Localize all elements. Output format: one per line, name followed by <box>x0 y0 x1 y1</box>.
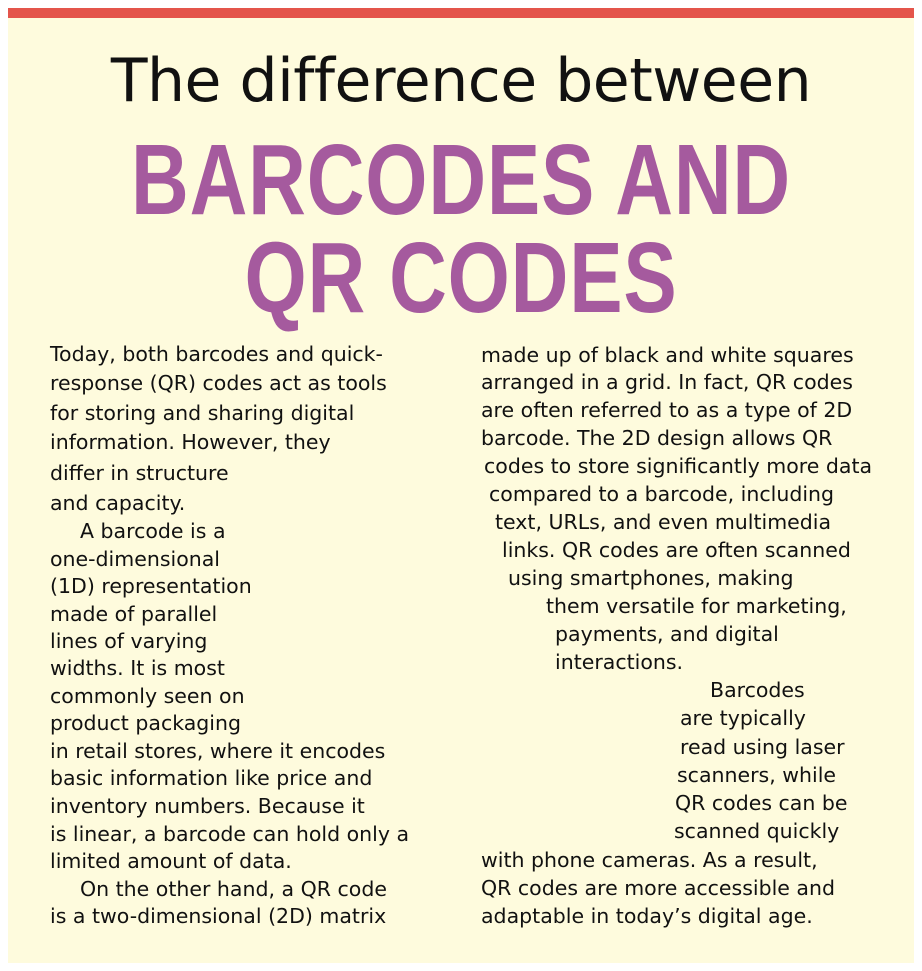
right-text-line: QR codes are more accessible and <box>481 876 835 900</box>
right-text-line: are often referred to as a type of 2D <box>481 398 853 422</box>
right-text-line: compared to a barcode, including <box>489 482 835 506</box>
right-text-line: payments, and digital <box>555 622 779 646</box>
title-line-1: BARCODES AND <box>131 124 791 236</box>
left-text-line: On the other hand, a QR code <box>80 877 387 901</box>
right-text-line: made up of black and white squares <box>481 343 854 367</box>
left-text-line: product packaging <box>50 711 241 735</box>
left-text-line: is a two-dimensional (2D) matrix <box>50 904 387 928</box>
right-text-line: scanned quickly <box>674 819 840 843</box>
left-text-line: commonly seen on <box>50 684 245 708</box>
left-text-line: one-dimensional <box>50 547 220 571</box>
left-text-line: response (QR) codes act as tools <box>50 371 387 395</box>
left-text-line: widths. It is most <box>50 656 225 680</box>
right-text-line: are typically <box>680 706 806 730</box>
right-text-line: codes to store significantly more data <box>484 454 873 478</box>
left-text-line: is linear, a barcode can hold only a <box>50 822 410 846</box>
right-text-line: scanners, while <box>677 763 837 787</box>
left-text-line: for storing and sharing digital <box>50 401 355 425</box>
left-text-line: basic information like price and <box>50 766 373 790</box>
left-text-line: information. However, they <box>50 430 331 454</box>
left-text-line: limited amount of data. <box>50 849 292 873</box>
right-text-line: QR codes can be <box>675 791 848 815</box>
left-text-line: (1D) representation <box>50 574 252 598</box>
right-text-line: with phone cameras. As a result, <box>481 848 818 872</box>
left-text-line: inventory numbers. Because it <box>50 794 365 818</box>
right-text-line: text, URLs, and even multimedia <box>495 510 832 534</box>
left-text-line: differ in structure <box>50 461 229 485</box>
right-text-line: read using laser <box>680 735 845 759</box>
right-text-line: links. QR codes are often scanned <box>502 538 851 562</box>
left-text-line: and capacity. <box>50 491 186 515</box>
right-text-line: Barcodes <box>710 678 805 702</box>
right-text-line: interactions. <box>555 650 684 674</box>
accent-top-bar <box>8 8 914 18</box>
right-text-line: using smartphones, making <box>508 566 794 590</box>
left-text-line: A barcode is a <box>80 519 226 543</box>
right-text-line: barcode. The 2D design allows QR <box>481 426 833 450</box>
left-text-line: made of parallel <box>50 602 218 626</box>
subtitle: The difference between <box>110 46 812 116</box>
title-line-2: QR CODES <box>244 222 678 334</box>
right-text-line: arranged in a grid. In fact, QR codes <box>481 370 853 394</box>
content-panel <box>8 18 914 963</box>
left-text-line: Today, both barcodes and quick- <box>50 342 383 366</box>
left-text-line: lines of varying <box>50 629 208 653</box>
left-text-line: in retail stores, where it encodes <box>50 739 386 763</box>
right-text-line: them versatile for marketing, <box>546 594 847 618</box>
right-text-line: adaptable in today’s digital age. <box>481 904 813 928</box>
